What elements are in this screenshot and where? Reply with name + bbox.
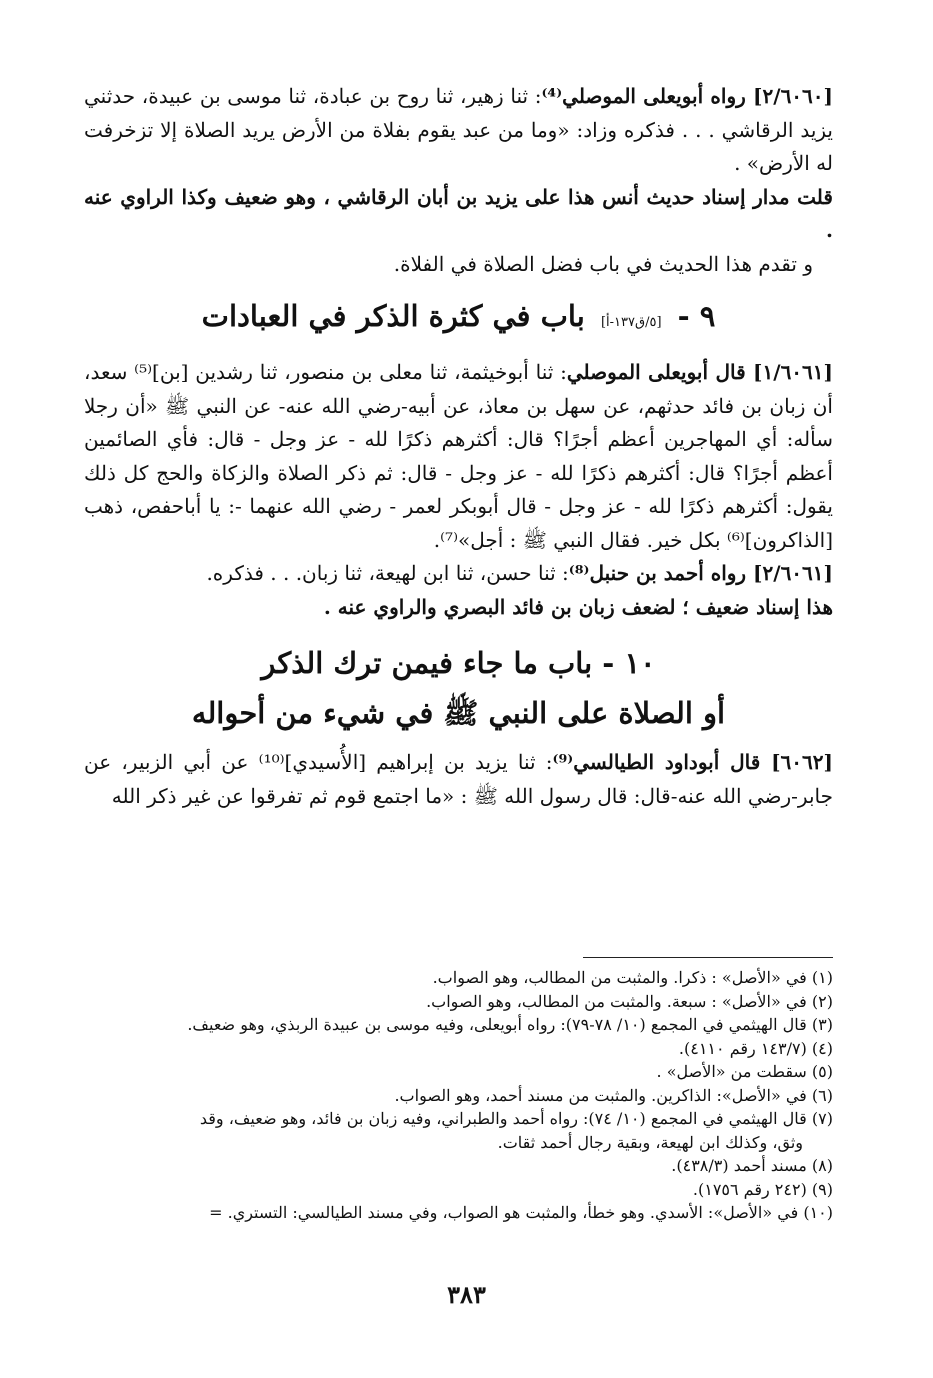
footnote-4: (٤) (١٤٣/٧ رقم ٤١١٠).: [678, 1038, 833, 1058]
commentary: قلت مدار إسناد حديث أنس هذا على يزيد بن أبان الرقاشي ، وهو ضعيف وكذا الراوي عنه .: [84, 184, 833, 242]
section-heading-9: [84, 291, 833, 348]
footnote-3: (٣) قال الهيثمي في المجمع (١٠/ ٧٨-٧٩): رواه أبويعلى، وفيه موسى بن عبيدة الربذي، وهو ضعيف.: [187, 1015, 833, 1034]
hadith-text: : ثنا حسن، ثنا ابن لهيعة، ثنا زبان. . . فذكره.: [206, 561, 569, 585]
hadith-text: : ثنا زهير، ثنا روح بن عبادة، ثنا موسى بن عبيدة، حدثني يزيد الرقاشي . . . فذكره وزاد: «وما من عبد يقوم بفلاة من الأرض يريد الصلاة إلا تزخرفت له الأرض» .: [84, 84, 834, 175]
footnote-7: (٧) قال الهيثمي في المجمع (١٠/ ٧٤): رواه أحمد والطبراني، وفيه زبان بن فائد، وهو ضعيف، وقد: [199, 1109, 833, 1128]
footnote-separator: [583, 957, 833, 958]
section-title: باب في كثرة الذكر في العبادات: [201, 299, 585, 333]
manuscript-folio-tag: [٥/ق١٣٧-أ]: [600, 315, 662, 330]
footnotes: [84, 957, 833, 1225]
footnote-2: (٢) في «الأصل» : سبعة. والمثبت من المطالب، وهو الصواب.: [426, 991, 833, 1011]
hadith-lead: [٦٠٦٢] قال أبوداود الطيالسي⁽⁹⁾: [552, 750, 833, 774]
paragraph-6062: [84, 746, 833, 813]
hadith-text: : ثنا يزيد بن إبراهيم [الأُسيدي]⁽¹⁰⁾ عن أبي الزبير، عن جابر-رضي الله عنه-قال: قال رسول الله ﷺ : «ما اجتمع قوم ثم تفرقوا عن غير ذكر الله: [84, 750, 833, 808]
cross-reference: و تقدم هذا الحديث في باب فضل الصلاة في الفلاة.: [393, 251, 813, 276]
footnote-10: (١٠) في «الأصل»: الأسدي. وهو خطأ، والمثبت هو الصواب، وفي مسند الطيالسي: التستري. =: [209, 1203, 833, 1222]
page-number: ٣٨٣: [447, 1280, 486, 1309]
paragraph-6061-2: [84, 557, 833, 591]
main-text: [84, 80, 833, 813]
paragraph-6060-2: [84, 80, 833, 181]
commentary: هذا إسناد ضعيف ؛ لضعف زبان بن فائد البصري والراوي عنه .: [323, 594, 833, 619]
footnote-8: (٨) مسند أحمد (٤٣٨/٣).: [671, 1156, 833, 1175]
hadith-lead: [٢/٦٠٦٠] رواه أبويعلى الموصلي⁽⁴⁾: [541, 84, 833, 108]
footnote-9: (٩) (٢٤٢ رقم ١٧٥٦).: [692, 1179, 833, 1199]
hadith-lead: [١/٦٠٦١] قال أبويعلى الموصلي: [566, 360, 833, 384]
footnote-6: (٦) في «الأصل»: الذاكرين. والمثبت من مسند أحمد، وهو الصواب.: [394, 1085, 833, 1105]
footnote-1: (١) في «الأصل» : ذكرا. والمثبت من المطالب، وهو الصواب.: [432, 968, 833, 987]
footnote-7-continued: وثق، وكذلك ابن لهيعة، وبقية رجال أحمد ثقات.: [497, 1132, 803, 1152]
hadith-lead: [٢/٦٠٦١] رواه أحمد بن حنبل⁽⁸⁾: [568, 561, 833, 585]
section-number: ٩ -: [677, 299, 716, 333]
hadith-text: : ثنا أبوخيثمة، ثنا معلى بن منصور، ثنا رشدين [بن]⁽⁵⁾ سعد، أن زبان بن فائد حدثهم، عن سهل بن معاذ، عن أبيه-رضي الله عنه- عن النبي ﷺ «أن رجلا سأله: أي المهاجرين أعظم أجرًا؟ قال: أكثرهم ذكرًا لله - عز وجل - قال: فأي الصائمين أعظم أجرًا؟ قال: أكثرهم ذكرًا لله - عز وجل - قال: ثم ذكر الصلاة والزكاة والحج كل ذلك يقول: أكثرهم ذكرًا لله - عز وجل - قال أبوبكر لعمر - رضي الله عنهما -: يا أباحفص، ذهب [الذاكرون]⁽⁶⁾ بكل خير. فقال النبي ﷺ : أجل»⁽⁷⁾.: [84, 360, 833, 552]
section-heading-10-line2: أو الصلاة على النبي ﷺ في شيء من أحواله: [191, 696, 726, 730]
section-heading-10-line1: ١٠ - باب ما جاء فيمن ترك الذكر: [261, 646, 656, 680]
paragraph-6061-1: [84, 356, 833, 557]
footnote-5: (٥) سقطت من «الأصل» .: [656, 1062, 833, 1081]
